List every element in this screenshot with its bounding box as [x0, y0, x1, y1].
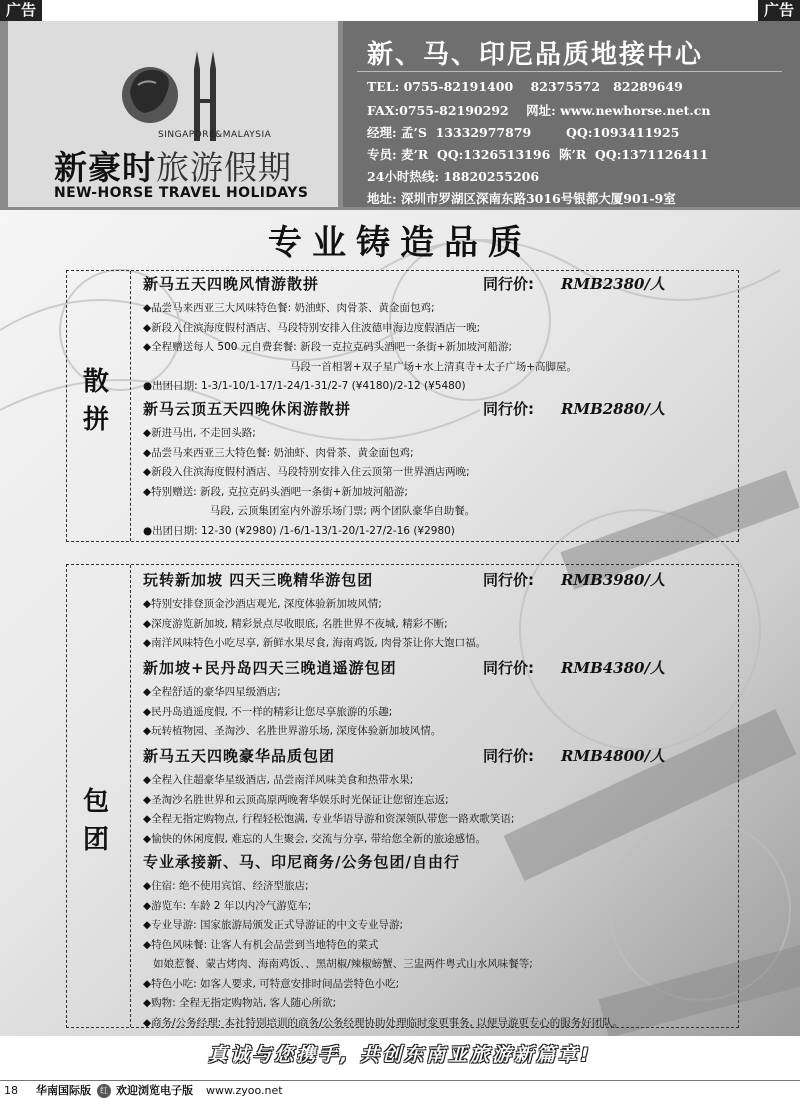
- tour-detail-line: 如娘惹餐、蒙古烤肉、海南鸡饭、、黑胡椒/辣椒螃蟹、三盅两件粤式山水风味餐等;: [143, 958, 533, 970]
- logo-panel: [8, 21, 338, 207]
- tour-departure-dates: ●出团日期: 12-30 (¥2980) /1-6/1-13/1-20/1-27/2-16 (¥2980): [143, 524, 455, 537]
- tour-title: 专业承接新、马、印尼商务/公务包团/自由行: [143, 853, 460, 871]
- tour-detail-line: ◆圣淘沙名胜世界和云顶高原两晚奢华娱乐时光保证让您留连忘返;: [143, 793, 449, 806]
- tour-price: RMB4380/人: [561, 659, 665, 677]
- tour-detail-line: ◆商务/公务经理: 本社特别培训的商务/公务经理协助处理临时变更事务, 以便导游更专心的服务好团队。: [143, 1016, 624, 1029]
- tour-item-6: [143, 851, 743, 1033]
- main-title: 专业铸造品质: [268, 223, 532, 263]
- tour-item-2: [143, 398, 743, 541]
- section-label-char: 包: [82, 787, 109, 817]
- page-footer: [0, 1080, 800, 1100]
- tour-detail-line: ◆品尝马来西亚三大特色餐: 奶油虾、肉骨茶、黄金面包鸡;: [143, 446, 414, 459]
- tour-item-4: [143, 657, 743, 742]
- contact-line-manager: 经理: 孟’S 13332977879 QQ:1093411925: [367, 125, 680, 140]
- tour-price-label: 同行价:: [483, 747, 534, 765]
- tour-item-5: [143, 745, 743, 849]
- section-label-char: 拼: [82, 405, 109, 435]
- section-label-scatter: [65, 363, 127, 439]
- tour-detail-line: ◆特别赠送: 新段, 克拉克码头酒吧一条街+新加坡河船游;: [143, 485, 408, 498]
- section-label-char: 团: [82, 825, 109, 855]
- logo-english-name: NEW-HORSE TRAVEL HOLIDAYS: [54, 185, 309, 201]
- contact-divider: [357, 71, 782, 72]
- tour-detail-line: ◆全程无指定购物点, 行程轻松饱满, 专业华语导游和资深领队带您一路欢歌笑语;: [143, 813, 515, 825]
- welcome-text: 欢迎浏览电子版: [116, 1084, 193, 1097]
- tour-item-1: [143, 273, 743, 397]
- tour-departure-dates: ●出团日期: 1-3/1-10/1-17/1-24/1-31/2-7 (¥4180)/2-12 (¥5480): [143, 380, 466, 392]
- tour-price: RMB2380/人: [561, 275, 665, 293]
- tour-price: RMB4800/人: [561, 747, 665, 765]
- tour-price-label: 同行价:: [483, 659, 534, 677]
- tour-detail-line: ◆新段入住滨海度假村酒店、马段特别安排入住波德申海边度假酒店一晚;: [143, 321, 481, 334]
- tour-title: 新马云顶五天四晚休闲游散拼: [143, 400, 352, 418]
- circle-badge-icon: 红: [97, 1084, 111, 1098]
- logo-cn-light: 旅游假期: [156, 148, 292, 187]
- tour-detail-line: ◆新段入住滨海度假村酒店、马段特别安排入住云顶第一世界酒店两晚;: [143, 466, 470, 478]
- logo-subtitle: SINGAPORE&MALAYSIA: [158, 130, 272, 140]
- contact-line-fax: FAX:0755-82190292 网址: www.newhorse.net.cn: [367, 103, 711, 118]
- logo-chinese-name: [54, 142, 292, 189]
- tour-detail-line: ◆新进马出, 不走回头路;: [143, 427, 256, 439]
- tour-title: 新加坡+民丹岛四天三晚逍遥游包团: [143, 659, 397, 677]
- tour-detail-line: ◆品尝马来西亚三大风味特色餐: 奶油虾、肉骨茶、黄金面包鸡;: [143, 302, 435, 314]
- tour-detail-line: ◆住宿: 绝不使用宾馆、经济型旅店;: [143, 880, 309, 892]
- tour-item-3: [143, 569, 743, 654]
- page-number: 18: [4, 1084, 18, 1097]
- tour-detail-line: ◆特别安排登顶金沙酒店观光, 深度体验新加坡风情;: [143, 598, 382, 610]
- slogan: 真诚与您携手, 共创东南亚旅游新篇章!: [208, 1044, 592, 1066]
- tour-detail-line: ◆民丹岛逍遥度假, 不一样的精彩让您尽享旅游的乐趣;: [143, 705, 393, 718]
- tour-detail-line: ◆深度游览新加坡, 精彩景点尽收眼底, 名胜世界不夜城, 精彩不断;: [143, 617, 448, 630]
- tour-detail-line: 马段, 云顶集团室内外游乐场门票; 两个团队豪华自助餐。: [143, 505, 476, 517]
- publication-name: 华南国际版: [36, 1084, 91, 1097]
- tour-detail-line: ◆南洋风味特色小吃尽享, 新鲜水果尽食, 海南鸡饭, 肉骨茶让你大饱口福。: [143, 637, 487, 649]
- box-divider: [130, 565, 131, 1027]
- ad-tag-right: 广告: [758, 0, 800, 21]
- tour-title: 新马五天四晚风情游散拼: [143, 275, 320, 293]
- tour-detail-line: ◆全程赠送每人 500 元自费套餐: 新段一克拉克码头酒吧一条街+新加坡河船游;: [143, 341, 513, 353]
- contact-panel: [343, 21, 800, 207]
- tour-title: 玩转新加坡 四天三晚精华游包团: [143, 571, 374, 589]
- contact-line-staff: 专员: 麦’R QQ:1326513196 陈’R QQ:1371126411: [367, 147, 709, 162]
- tour-detail-line: ◆玩转植物园、圣淘沙、名胜世界游乐场, 深度体验新加坡风情。: [143, 725, 442, 737]
- logo-cn-bold: 新豪时: [54, 148, 156, 187]
- box-divider: [130, 271, 131, 541]
- tour-price-label: 同行价:: [483, 400, 534, 418]
- website-link[interactable]: www.zyoo.net: [206, 1084, 283, 1097]
- tour-price: RMB3980/人: [561, 571, 665, 589]
- contact-line-tel: TEL: 0755-82191400 82375572 82289649: [367, 79, 683, 94]
- ad-tag-left: 广告: [0, 0, 42, 21]
- contact-line-address: 地址: 深圳市罗湖区深南东路3016号银都大厦901-9室: [367, 191, 676, 206]
- tour-price: RMB2880/人: [561, 400, 665, 418]
- tour-detail-line: ◆购物: 全程无指定购物站, 客人随心所欲;: [143, 997, 337, 1009]
- tour-detail-line: ◆特色小吃: 如客人要求, 可特意安排时间品尝特色小吃;: [143, 977, 400, 990]
- contact-title: 新、马、印尼品质地接中心: [367, 40, 704, 70]
- tour-price-label: 同行价:: [483, 571, 534, 589]
- tour-detail-line: ◆特色风味餐: 让客人有机会品尝到当地特色的菜式: [143, 938, 379, 951]
- tour-detail-line: ◆愉快的休闲度假, 难忘的人生聚会, 交流与分享, 带给您全新的旅途感悟。: [143, 832, 487, 845]
- tour-detail-line: ◆全程舒适的豪华四星级酒店;: [143, 686, 281, 698]
- tour-detail-line: ◆全程入住超豪华星级酒店, 品尝南洋风味美食和热带水果;: [143, 774, 414, 786]
- tour-detail-line: ◆游览车: 车龄 2 年以内冷气游览车;: [143, 899, 312, 912]
- header-banner: [0, 21, 800, 210]
- tour-detail-line: ◆专业导游: 国家旅游局颁发正式导游证的中文专业导游;: [143, 919, 403, 931]
- section-label-group: [65, 783, 127, 859]
- tour-detail-line: 马段一首相署+双子星广场+水上清真寺+太子广场+高脚屋。: [143, 360, 578, 373]
- tour-price-label: 同行价:: [483, 275, 534, 293]
- contact-line-hotline: 24小时热线: 18820255206: [367, 169, 540, 184]
- tour-title: 新马五天四晚豪华品质包团: [143, 747, 336, 765]
- section-label-char: 散: [82, 367, 109, 397]
